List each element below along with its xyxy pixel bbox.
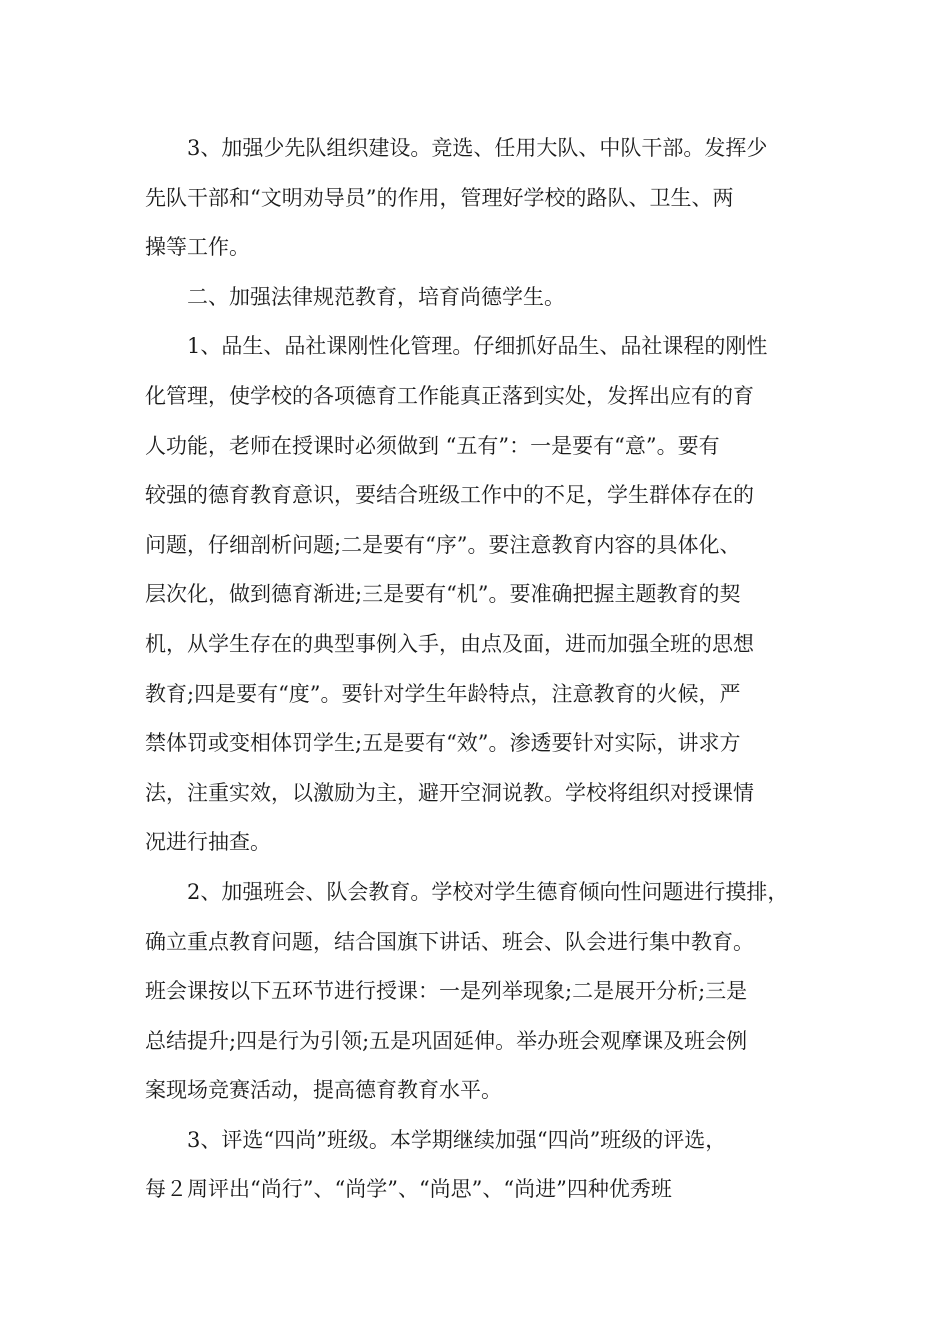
section-heading-legal-education <box>145 273 835 323</box>
text-line: 先队干部和“文明劝导员”的作用，管理好学校的路队、卫生、两 <box>145 185 734 210</box>
text-line: 班会课按以下五环节进行授课：一是列举现象;二是展开分析;三是 <box>145 979 748 1004</box>
text-line: 问题，仔细剖析问题;二是要有“序”。要注意教育内容的具体化、 <box>145 532 741 557</box>
text-line: 人功能，老师在授课时必须做到 “五有”：一是要有“意”。要有 <box>145 433 720 458</box>
text-line: 1、品生、品社课刚性化管理。仔细抓好品生、品社课程的刚性 <box>187 334 768 359</box>
text-line: 禁体罚或变相体罚学生;五是要有“效”。渗透要针对实际，讲求方 <box>145 731 741 756</box>
paragraph-class-meeting-education <box>145 868 835 1116</box>
paragraph-course-management <box>145 322 835 868</box>
text-line: 确立重点教育问题，结合国旗下讲话、班会、队会进行集中教育。 <box>145 929 754 954</box>
text-line: 3、加强少先队组织建设。竞选、任用大队、中队干部。发挥少 <box>187 136 768 160</box>
text-line: 二、加强法律规范教育，培育尚德学生。 <box>187 284 565 309</box>
paragraph-four-virtues-class <box>145 1116 835 1215</box>
text-line: 案现场竞赛活动，提高德育教育水平。 <box>145 1078 502 1103</box>
text-line: 3、评选“四尚”班级。本学期继续加强“四尚”班级的评选， <box>187 1127 727 1152</box>
paragraph-pioneer-organization <box>145 124 835 273</box>
text-line: 操等工作。 <box>145 235 250 260</box>
text-line: 况进行抽查。 <box>145 830 271 855</box>
text-line: 层次化，做到德育渐进;三是要有“机”。要准确把握主题教育的契 <box>145 582 741 607</box>
text-line: 每２周评出“尚行”、“尚学”、“尚思”、“尚进”四种优秀班 <box>145 1177 672 1202</box>
text-line: 化管理，使学校的各项德育工作能真正落到实处，发挥出应有的育 <box>145 383 754 408</box>
text-line: 较强的德育教育意识，要结合班级工作中的不足，学生群体存在的 <box>145 483 754 508</box>
text-line: 机，从学生存在的典型事例入手，由点及面，进而加强全班的思想 <box>145 631 754 656</box>
document-body <box>145 124 835 1215</box>
text-line: 2、加强班会、队会教育。学校对学生德育倾向性问题进行摸排， <box>187 879 789 904</box>
text-line: 总结提升;四是行为引领;五是巩固延伸。举办班会观摩课及班会例 <box>145 1028 748 1053</box>
text-line: 教育;四是要有“度”。要针对学生年龄特点，注意教育的火候，严 <box>145 681 741 706</box>
text-line: 法，注重实效，以激励为主，避开空洞说教。学校将组织对授课情 <box>145 780 754 805</box>
